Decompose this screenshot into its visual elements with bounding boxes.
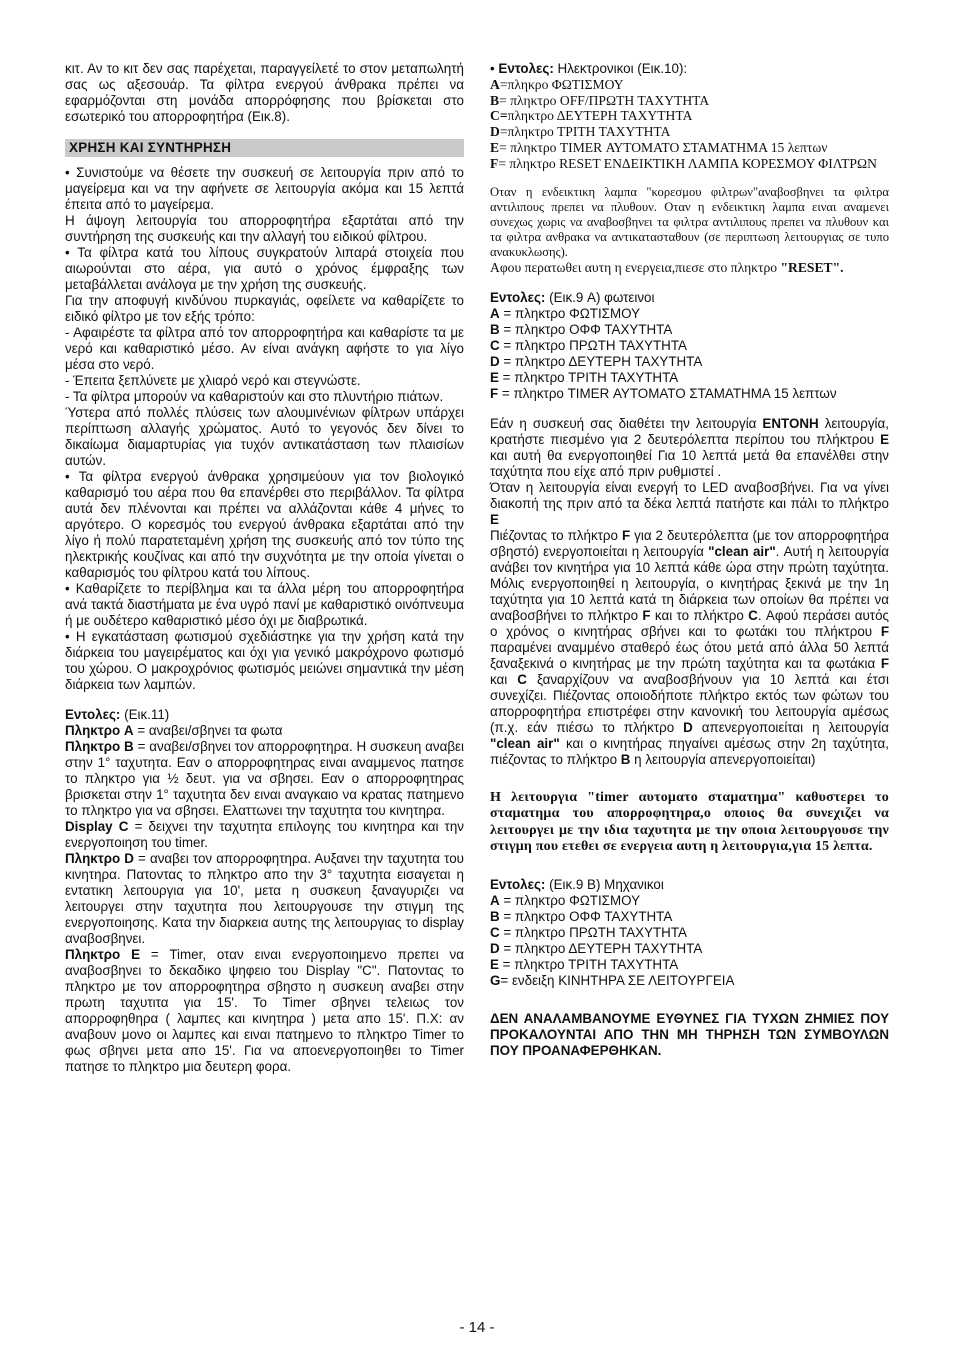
key-text: πληκτρο ΔΕΥΤΕΡΗ ΤΑΧΥΤΗΤΑ [507,108,693,124]
fig9b-key-item [490,973,889,989]
reset-key: "RESET". [780,260,844,276]
key-a-description [65,723,464,739]
key-letter: C [490,337,500,353]
fig10-key-item [490,156,889,172]
text-run: ξαναρχίζουν να αναβοσβήνουν για 10 λεπτά και έτσι συνεχίζει. Πιέζοντας οποιοδήποτε πλήκτρο εκτός των φώτων του απορροφητήρα επιστρέφει στην κανονική του λειτουργία αμέσως (π.χ. εάν πιέσω το πλήκτρο [490,671,890,735]
key-letter: E [490,369,499,385]
clean-air-label: "clean air" [490,735,560,751]
fig9a-key-item [490,386,889,402]
key-letter: E [490,511,499,527]
spacer [490,1003,889,1011]
key-text: = ενδειξη ΚΙΝΗΤΗΡΑ ΣΕ ΛΕΙΤΟΥΡΓΕΙΑ [500,973,735,989]
text-run: για 2 δευτερόλεπτα (με τον απορροφητήρα σβηστό) ενεργοποιείται η λειτουργία [490,527,889,559]
text-run: Εάν η συσκευή σας διαθέτει την λειτουργία [490,415,763,431]
controls-label: Εντολες: [498,61,554,76]
key-letter: B [490,92,500,108]
controls-label: Εντολες: [490,877,546,893]
key-letter: D [490,941,500,957]
text-run: και αυτή θα ενεργοποιηθεί Για 10 λεπτά μετά θα επανέλθει στην ταχύτητα που είχε από πριν ρυθμιστεί . [490,447,889,479]
spacer [490,402,889,416]
key-letter: C [490,925,500,941]
key-letter: A [490,305,500,321]
key-letter: F [621,527,631,543]
key-text: = πληκτρο TIMER ΑΥΤΟΜΑΤΟ ΣΤΑΜΑΤΗΜΑ 15 λεπτων [498,385,837,401]
text-run: . Αυτή η λειτουργία ανάβει τον κινητήρα για 10 λεπτά κάθε ώρα στην πρώτη ταχύτητα. Μόλις ενεργοποιηθεί η λειτουργία, ο κινητήρας ξεκινά με την 1η ταχύτητα για 10 λεπτά κατά τη διάρκεια των οποίων θα πρέπει να αναβοσβήνει το πλήκτρο [490,543,889,623]
text-run: Όταν η λειτουργία είναι ενεργή το LED αναβοσβήνει. Για να γίνει διακοπή της πριν από τα δέκα λεπτά πατήστε και πάλι το πλήκτρο [490,479,889,511]
key-text: =πληκτρο ΤΡΙΤΗ ΤΑΧΥΤΗΤΑ [499,124,671,140]
text-run: και [490,671,518,687]
usage-paragraph: • Συνιστούμε να θέσετε την συσκευή σε λειτουργία πριν από το μαγείρεμα και να την αφήνετε σε λειτουργία ακόμα και 15 λεπτά έπειτα από το μαγείρεμα. [65,165,464,212]
page-number: - 14 - [459,1319,495,1336]
key-letter: C= [490,108,508,124]
clean-air-label: "clean air" [708,543,776,559]
key-e-label: Πληκτρο E [65,947,141,962]
fig9b-key-list [490,893,889,989]
timer-note: Η λειτουργια "timer αυτοματο σταματημα" καθυστερει το σταματημα του απορροφητηρα,ο οποιος θα συνεχιζει να λειτουργει με την ιδια ταχυτητα με την οποια λειτουργουσε την στιγμη που ετεθει σε ενεργεια αυτη η λειτουργια,για 15 λεπτα. [490,789,889,854]
key-text: = πληκτρο ΠΡΩΤΗ ΤΑΧΥΤΗΤΑ [499,925,687,941]
key-e-description [65,947,464,1075]
key-letter: E [490,957,499,973]
housing-cleaning-paragraph: • Καθαρίζετε το περίβλημα και τα άλλα μέρη του απορροφητήρα ανά τακτά διαστήματα με ένα υγρό πανί με καθαριστικό οινόπνευμα ή με ουδέτερο καθαριστικό μέσο όχι με διαβρωτικά. [65,581,464,628]
key-letter: F [880,655,889,671]
key-text: = πληκτρο OFF/ΠΡΩΤΗ ΤΑΧΥΤΗΤΑ [499,92,710,108]
key-letter: E [490,139,500,155]
display-c-label: Display C [65,819,129,834]
key-letter: C [517,671,527,687]
key-letter: F [490,155,499,171]
key-d-text: = αναβει τον απορροφητηρα. Αυξανει την ταχυτητα του κινητηρα. Πατοντας το πληκτρο απο την 3° ταχυτητα εισαγεται η εντατικη λειτουργια για 10', μετα η συσκευη ξαναγυριζει να λειτουργει στην ταχυτητα που λειτουργουσε την στιγμη της ενεργοποιησης. Κατα την διαρκεια αυτης της λειτουργιας το display αναβοσβηνει. [65,851,464,946]
fig9a-key-item [490,338,889,354]
key-letter: F [490,385,499,401]
key-letter: C [748,607,758,623]
text-run: απενεργοποιείται η λειτουργία [692,719,889,735]
key-letter: B [620,751,631,767]
spacer [490,171,889,185]
key-b-description [65,739,464,819]
controls-fig9b-heading [490,877,889,893]
spacer [490,855,889,869]
key-text: = πληκτρο ΔΕΥΤΕΡΗ ΤΑΧΥΤΗΤΑ [499,353,703,369]
spacer [490,989,889,1003]
cleaning-step-2: - Έπειτα ξεπλύνετε με χλιαρό νερό και στεγνώστε. [65,373,361,388]
key-b-text: = αναβει/σβηνει τον απορροφητηρα. Η συσκευη αναβει στην 1° ταχυτητα. Εαν ο απορροφητηρας ειναι αναμμενος πατησε το πληκτρο για ½ δευτ. για να σβησει. Εαν ο απορροφητηρας βρισκεται στην 1° ταχυτητα δεν ειναι αναγκαιο να κρατας πατημενο το πληκτρο για να σβησει. Ελαττωνει την ταχυτητα του κινητηρα. [65,739,464,818]
reset-instruction [490,260,889,276]
colour-change-paragraph: Ύστερα από πολλές πλύσεις των αλουμινένιων φίλτρων υπάρχει περίπτωση αλλαγής χρώματος. Αυτό το γεγονός δεν δίνει το δικαίωμα διαμαρτυρίας για τυχόν αντικατάσταση των πλαισίων αυτών. [65,405,464,468]
controls-ref: Ηλεκτρονικοι (Εικ.10): [553,61,688,76]
key-letter: D [490,124,500,140]
controls-ref: (Εικ.11) [120,707,170,722]
carbon-filter-paragraph: • Τα φίλτρα ενεργού άνθρακα χρησιμεύουν για τον βιολογικό καθαρισμό του αέρα που θα επανέρθει στο περιβάλλον. Τα φίλτρα αυτά δεν πλένονται και πρέπει να αλλάζονται κάθε 4 μήνες το αργότερο. Ο κορεσμός του ενεργού άνθρακα εξαρτάται από την λίγο ή πολύ παρατεταμένη χρήση της συσκευής από τον τύπο της ηλεκτρικής κουζίνας και από την συχνότητα με την οποία γίνεται ο καθαρισμός του φίλτρου κατά του λίπους. [65,469,464,580]
grease-filter-paragraph: • Τα φίλτρα κατά του λίπους συγκρατούν λιπαρά στοιχεία που αιωρούνται στο αέρα, για αυτό ο χρόνος έμφραξης των μεταβάλλεται ανάλογα με την χρήση της συσκευής. [65,245,464,292]
key-letter: G [490,973,501,989]
fig10-key-item [490,77,889,93]
spacer [65,157,464,165]
cleaning-step-3: - Τα φίλτρα μπορούν να καθαριστούν και στο πλυντήριο πιάτων. [65,389,444,404]
controls-label: Εντολες: [490,289,546,305]
spacer [490,869,889,877]
liability-disclaimer: ΔΕΝ ΑΝΑΛΑΜΒΑΝΟΥΜΕ ΕΥΘΥΝΕΣ ΓΙΑ ΤΥΧΩΝ ΖΗΜΙΕΣ ΠΟΥ ΠΡΟΚΑΛΟΥΝΤΑΙ ΑΠΟ ΤΗΝ ΜΗ ΤΗΡΗΣΗ ΤΩΝ ΣΥΜΒΟΥΛΩΝ ΠΟΥ ΠΡΟΑΝΑΦΕΡΘΗΚΑΝ. [490,1011,889,1059]
reset-text: Αφου περατωθει αυτη η ενεργεια,πιεσε στο πληκτρο [490,260,781,276]
fire-warning-paragraph: Για την αποφυγή κινδύνου πυρκαγιάς, οφείλετε να καθαρίζετε το ειδικό φίλτρο με τον εξής τρόπο: [65,293,464,324]
intensive-label: ΕΝΤΟΝΗ [762,415,819,431]
spacer [490,276,889,290]
fig10-key-item [490,140,889,156]
lighting-paragraph: • Η εγκατάσταση φωτισμού σχεδιάστηκε για την χρήση κατά την διάρκεια του μαγειρέματος και όχι για γενικό μακρόχρονο φωτισμό του χώρου. Ο μακροχρόνιος φωτισμός μειώνει σημαντικά την μέση διάρκεια των λαμπών. [65,629,464,692]
key-text: = πληκτρο RESET ΕΝΔΕΙΚΤΙΚΗ ΛΑΜΠΑ ΚΟΡΕΣΜΟΥ ΦΙΛΤΡΩΝ [498,155,877,171]
text-run: . Αφού περάσει αυτός ο χρόνος ο κινητήρας σβήνει και το φωτάκι του πλήκτρου [490,607,890,639]
key-text: = πληκτρο ΤΡΙΤΗ ΤΑΧΥΤΗΤΑ [498,369,679,385]
key-letter: B [490,909,500,925]
key-text: = πληκτρο ΔΕΥΤΕΡΗ ΤΑΧΥΤΗΤΑ [499,941,703,957]
key-letter: F [880,623,889,639]
text-run: η λειτουργία απενεργοποιείται) [630,751,816,767]
key-a-text: = αναβει/σβηνει τα φωτα [133,723,283,738]
key-e-text: = Timer, οταν ειναι ενεργοποιημενο πρεπει να αναβοσβηνει το δεκαδικο ψηφειο του Display "C". Πατοντας το πληκτρο με τον απορροφητηρα σβηστο η συσκευη αναβει στην πρωτη ταχυτιτα για 15'. Το Timer σβηνει τελειως τον απορροφηθηρα ( λαμπες και κινητηρα ) μετα απο 15'. Π.Χ: αν αναβουν μονο οι λαμπες και ειναι πατημενο το πληκτρο Timer το φως σβηνει μετα απο 15'. Για να αποενεργοποιηθει το Timer πατησε το πληκτρο μια δευτερη φορα. [65,947,464,1074]
text-run: λειτουργία, κρατήστε πιεσμένο για 2 δευτερόλεπτα περίπου του πλήκτρου [490,415,889,447]
key-text: = πληκτρο ΤΡΙΤΗ ΤΑΧΥΤΗΤΑ [498,957,679,973]
key-a-label: Πληκτρο A [65,723,134,738]
fig10-key-item [490,93,889,109]
cleaning-step-1: - Αφαιρέστε τα φίλτρα από τον απορροφητήρα και καθαρίστε τα με νερό και καθαριστικό μέσο. Αν είναι ανάγκη αφήστε το για λίγο μέσα στο νερό. [65,325,464,372]
display-c-text: = δειχνει την ταχυτητα επιλογης του κινητηρα και την ενεργοποιηση του timer. [65,819,464,850]
fig10-key-list [490,77,889,171]
bullet: • [490,61,499,76]
fig9b-key-item [490,909,889,925]
key-letter: B [490,321,500,337]
spacer [65,125,464,139]
key-d-description [65,851,464,947]
fig10-key-item [490,108,889,124]
spacer [490,782,889,790]
text-run: Πιέζοντας το πλήκτρο [490,527,622,543]
text-run: παραμένει αναμμένο σταθερό έως ότου μετά από άλλα 50 λεπτά ξαναξεκινά ο κινητήρας με την πρώτη ταχύτητα και τα φωτάκια [490,639,889,671]
fig9b-key-item [490,925,889,941]
controls-ref: (Εικ.9 A) φωτεινοι [545,289,655,305]
fig10-key-item [490,124,889,140]
spacer [65,693,464,707]
text-run: και ο κινητήρας πηγαίνει αμέσως στην 2η ταχύτητα, πιέζοντας το πλήκτρο [490,735,889,767]
text-run: και το πλήκτρο [650,607,749,623]
fig9a-key-list [490,306,889,402]
maintenance-paragraph: Η άψογη λειτουργία του απορροφητήρα εξαρτάται από την συντήρηση της συσκευής και την αλλαγή του ειδικού φίλτρου. [65,213,464,244]
clean-air-paragraph [490,528,889,768]
fig9a-key-item [490,322,889,338]
key-text: = πληκτρο ΠΡΩΤΗ ΤΑΧΥΤΗΤΑ [499,337,687,353]
key-text: = πληκτρο TIMER ΑΥΤΟΜΑΤΟ ΣΤΑΜΑΤΗΜΑ 15 λεπτων [499,139,828,155]
key-text: = πληκτρο ΦΩΤΙΣΜΟΥ [499,305,641,321]
left-column [65,61,464,1075]
section-heading: ΧΡΗΣΗ ΚΑΙ ΣΥΝΤΗΡΗΣΗ [65,139,464,157]
display-c-description [65,819,464,851]
intro-paragraph: κιτ. Αν το κιτ δεν σας παρέχεται, παραγγείλετέ το στον μεταπωλητή σας ως αξεσουάρ. Τα φίλτρα ενεργού άνθρακα πρέπει να εφαρμόζονται στη μονάδα απορρόφησης που βρίσκεται στο εσωτερικό του απορροφητήρα (Εικ.8). [65,61,464,124]
key-d-label: Πληκτρο D [65,851,134,866]
fig9b-key-item [490,941,889,957]
controls-fig11-heading [65,707,464,723]
key-b-label: Πληκτρο B [65,739,134,754]
fig9a-key-item [490,354,889,370]
spacer [490,768,889,782]
controls-ref: (Εικ.9 B) Μηχανικοι [545,877,664,893]
key-letter: D [683,719,693,735]
controls-fig10-heading [490,61,889,77]
filter-saturation-note: Οταν η ενδεικτικη λαμπα "κορεσμου φιλτρων"αναβοσβηνει τα φιλτρα αντιλιπους πρεπει να πλυθουν. Οταν η ενδεικτικη λαμπα ειναι αναμενει συνεχως χωρις να αναβοσβηνει τα φιλτρα αντιλιπους πρεπει να πλυθουν και τα φιλτρα ανθρακα να αντικατασταθουν (σε περιπτωση λειτουργιας σε τυπο ανακυκλωσης). [490,185,889,260]
key-letter: A [490,893,500,909]
key-letter: D [490,353,500,369]
key-text: = πληκτρο ΟΦΦ ΤΑΧΥΤΗΤΑ [499,321,673,337]
key-letter: F [642,607,651,623]
controls-label: Εντολες: [65,707,121,722]
key-text: =πληκρο ΦΩΤΙΣΜΟΥ [499,77,624,92]
key-letter: A [490,77,500,92]
key-text: = πληκτρο ΦΩΤΙΣΜΟΥ [499,893,641,909]
key-text: = πληκτρο ΟΦΦ ΤΑΧΥΤΗΤΑ [499,909,673,925]
controls-fig9a-heading [490,290,889,306]
fig9b-key-item [490,957,889,973]
right-column [490,61,889,1059]
intensive-mode-paragraph [490,416,889,480]
fig9b-key-item [490,893,889,909]
led-paragraph [490,480,889,528]
fig9a-key-item [490,370,889,386]
key-letter: E [880,431,889,447]
fig9a-key-item [490,306,889,322]
